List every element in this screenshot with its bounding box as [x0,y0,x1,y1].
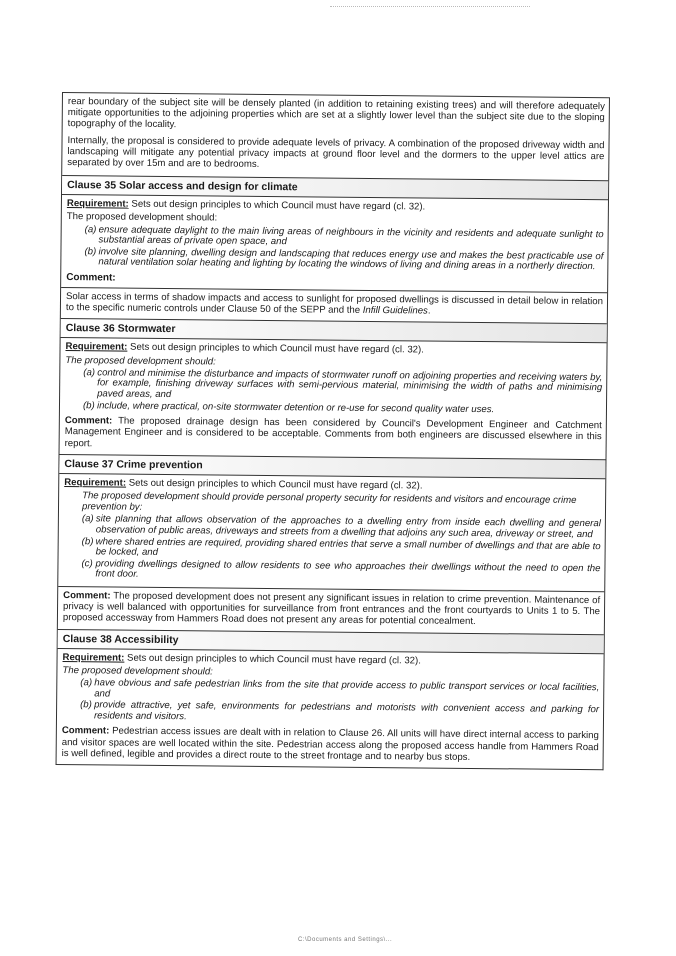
requirement-label: Requirement: [64,476,127,489]
comment-text: Comment: Pedestrian access issues are dealt with in relation to Clause 26. All units will have direct internal access to parking and visitor spaces are well located within the site. Pedestrian access along the proposed access handle from Hammers Road is well defined, legible and provides a direct route to the street frontage and to nearby bus stops. [61,725,599,763]
clause-37-heading: Clause 37 Crime prevention [59,454,605,478]
comment-text: Comment: The proposed drainage design has been considered by Council's Development Engineer and Catchment Management Engineer and is considered to be acceptable. Comments from both engineers are discussed elsewhere in this report. [64,415,602,449]
intro-section [62,92,609,180]
clause-list [65,368,602,417]
clause-intro: The proposed development should: [66,211,218,224]
list-item: (a) ensure adequate daylight to the main living areas of neighbours in the vicinity and residents and adequate sunlight to substantial areas of private open space, and [84,223,604,248]
clause-35-requirement [61,194,608,292]
requirement-label: Requirement: [66,198,129,210]
clause-list [63,514,601,585]
clause-intro: The proposed development should: [62,664,213,678]
intro-paragraph-1: rear boundary of the subject site will be densely planted (in addition to retaining existing trees) and will therefore adequately mitigate opportunities to the adjoining properties which are set at a slightly lower level than the subject site due to the sloping topography of the locality. [67,96,605,131]
list-item: (b) involve site planning, dwelling design and landscaping that reduces energy use and makes the best practicable use of natural ventilation solar heating and lighting by locating the windows of living and dining areas in a northerly direction. [84,246,604,273]
clause-37-comment [58,586,604,634]
list-item: (a) site planning that allows observation of the approaches to a dwelling entry from inside each dwelling and general observation of public areas, driveways and streets from a dwelling that adjoins any such area, driveway or street, and [81,513,601,541]
requirement-label: Requirement: [65,341,128,354]
list-item: (a) control and minimise the disturbance and impacts of stormwater runoff on adjoining properties and receiving waters by, for example, finishing driveway surfaces with semi-pervious material, minimising the width of paths and minimising paved areas, and [83,367,603,401]
scan-artifact [330,6,530,9]
clause-38-requirement [57,648,604,770]
requirement-text: Sets out design principles to which Council must have regard (cl. 32). [128,477,423,492]
intro-paragraph-2: Internally, the proposal is considered to provide adequate levels of privacy. A combination of the proposed driveway width and landscaping will mitigate any potential privacy impacts at ground floor level and the dormers to the upper level attics are separated by over 15m and are to bedrooms. [67,134,605,170]
comment-label: Comment: [66,272,116,284]
comment-text: Comment: The proposed development does not present any significant issues in relation to crime prevention. Maintenance of privacy is well balanced with opportunities for surveillance from front entrances and the front courtyards to Units 1 to 5. The proposed accessway from Hammers Road does not present any areas for potential concealment. [62,590,601,628]
comment-text: Solar access in terms of shadow impacts and access to sunlight for proposed dwellings is discussed in detail below in relation to the specific numeric controls under Clause 50 of the SEPP and the Infill Guidelines. [65,291,604,317]
list-item: (b) provide attractive, yet safe, environments for pedestrians and motorists with convenient access and parking for residents and visitors. [80,699,600,722]
list-item: (c) providing dwellings designed to allow residents to see who approaches their dwellings without the need to open the front door. [81,557,601,581]
assessment-table [56,92,610,770]
list-item: (b) include, where practical, on-site stormwater detention or re-use for second quality water uses. [82,399,495,415]
clause-intro: The proposed development should: [65,354,216,368]
requirement-label: Requirement: [62,651,125,664]
page-footer: C:\Documents and Settings\... [298,937,393,943]
requirement-text: Sets out design principles to which Council must have regard (cl. 32). [131,198,426,213]
clause-list [62,678,599,727]
requirement-text: Sets out design principles to which Council must have regard (cl. 32). [130,342,424,356]
clause-35-comment [61,287,607,324]
clause-38-heading: Clause 38 Accessibility [58,629,604,653]
clause-36-heading: Clause 36 Stormwater [61,318,607,342]
list-item: (b) where shared entries are required, providing shared entries that serve a small number of dwellings and that are able to be locked, and [81,535,601,559]
clause-37-requirement [58,473,605,591]
requirement-text: Sets out design principles to which Council must have regard (cl. 32). [127,652,421,667]
clause-intro: The proposed development should provide personal property security for residents and visitors and encourage crime prevention by: [81,490,577,513]
list-item: (a) have obvious and safe pedestrian links from the site that provide access to public transport services or local facilities, and [80,677,600,700]
clause-35-heading: Clause 35 Solar access and design for climate [62,175,608,199]
clause-list [66,225,603,274]
clause-36-requirement [60,337,607,459]
